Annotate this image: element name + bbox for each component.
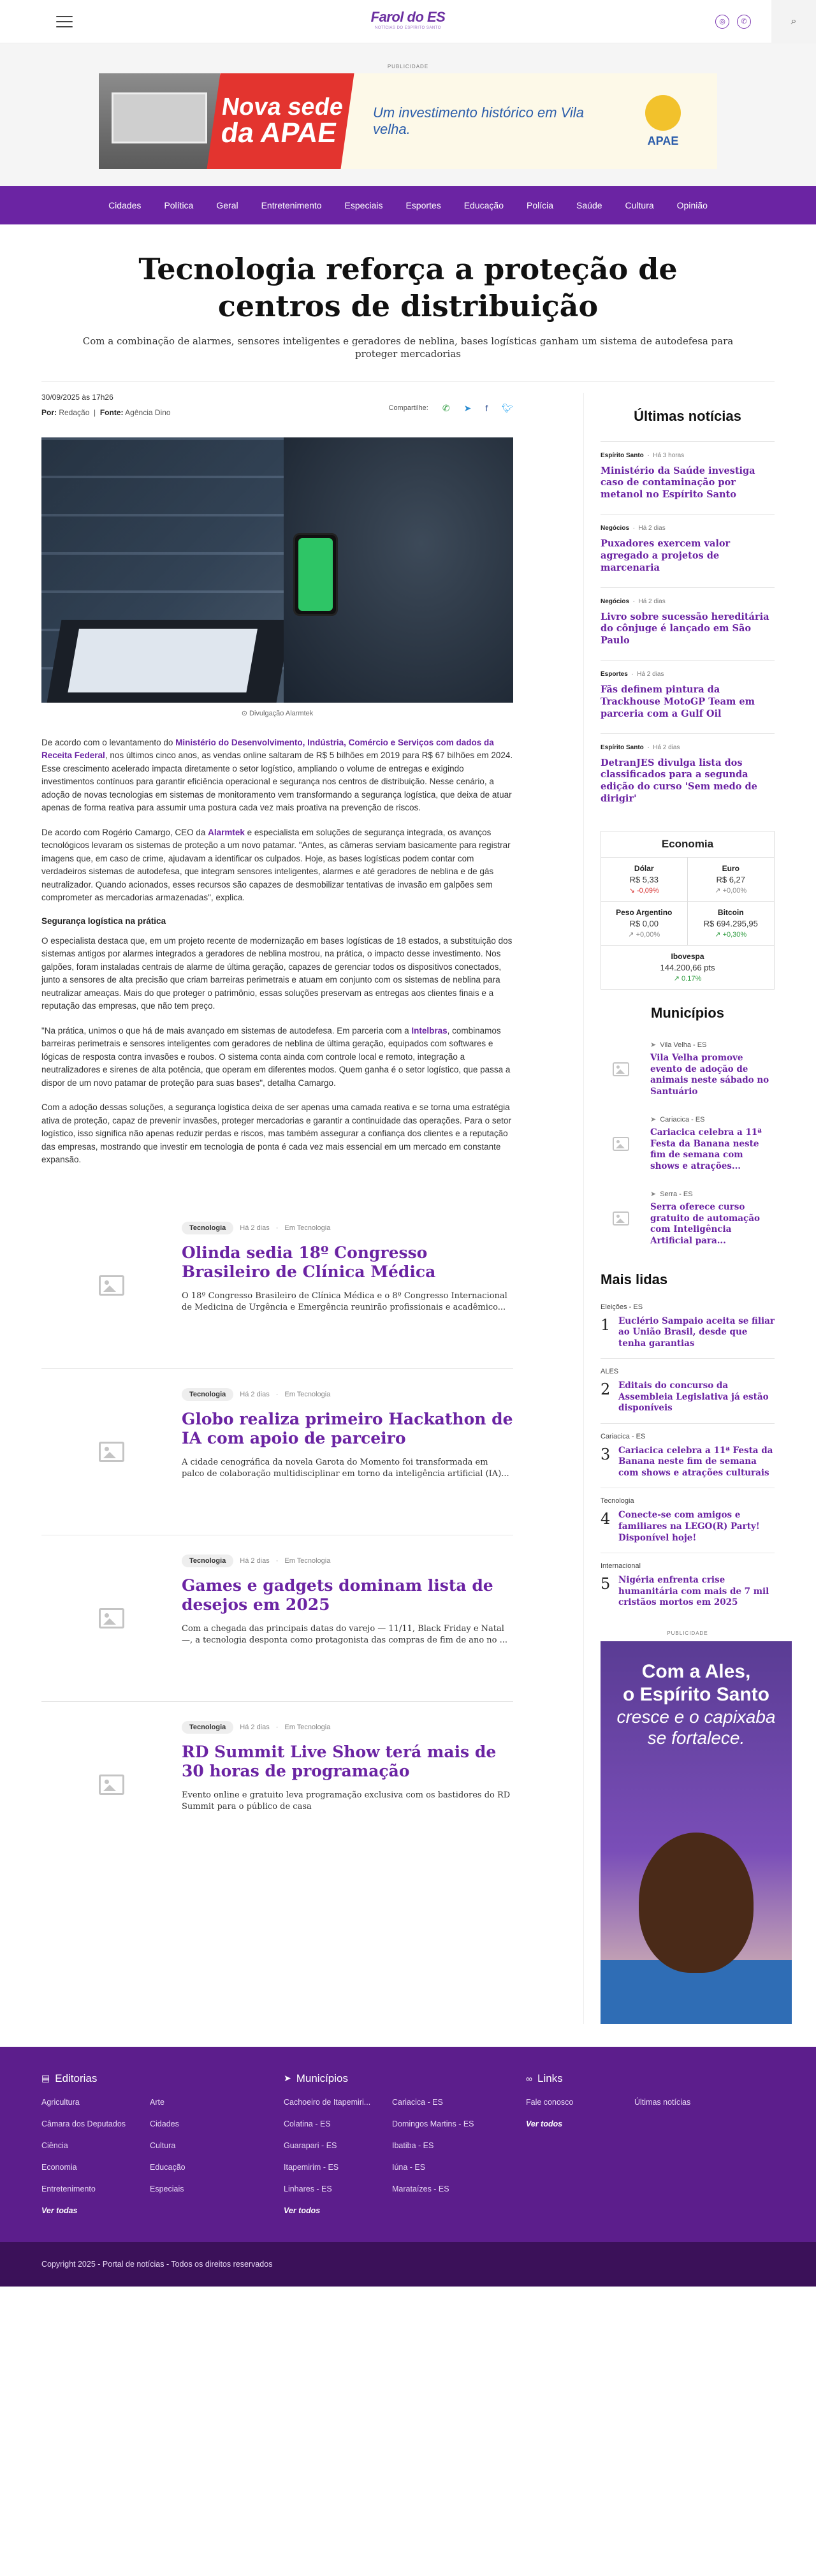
- nav-item-entretenimento[interactable]: Entretenimento: [261, 200, 322, 210]
- footer-link[interactable]: Câmara dos Deputados: [41, 2119, 126, 2128]
- ad-text: [601, 1660, 792, 1749]
- mun-title[interactable]: Vila Velha promove evento de adoção de animais neste sábado no Santuário: [650, 1053, 769, 1097]
- quote-name: Euro: [722, 864, 740, 873]
- footer-municipios: [284, 2072, 526, 2215]
- p2-text-b: e especialista em soluções de segurança integrada, os avanços tecnológicos levaram os sistemas de proteção a um novo patamar. "Antes, as câmeras serviam basicamente para registrar imagens que, em caso de crime, ajudavam a identificar os culpados. Hoje, as bases logísticas podem contar com verdadeiros sistemas de autodefesa, que integram sensores inteligentes, alarmes e até geradores de neblina e de gás neutralizador. Quando acionados, esses recursos são capazes de desmobilizar tentativas de invasão em galpões sem comprometer as mercadorias armazenadas", explica.: [41, 827, 511, 903]
- related-excerpt: A cidade cenográfica da novela Garota do Momento foi transformada em palco de colaboração multidisciplinar em torno da inteligência artificial (IA)...: [182, 1457, 509, 1479]
- list-item[interactable]: [601, 1294, 775, 1359]
- related-articles: [41, 1203, 513, 1868]
- ad-line-4: se fortalece.: [647, 1728, 745, 1748]
- location-icon: ➤: [650, 1041, 657, 1049]
- footer-link[interactable]: Educação: [150, 2162, 186, 2172]
- source-label: Fonte:: [99, 407, 124, 417]
- article-column: [41, 393, 513, 2024]
- rank-number: 5: [601, 1575, 611, 1593]
- quote-dolar: [601, 858, 688, 902]
- article-date: 30/09/2025 às 17h26: [41, 392, 113, 402]
- time-label: Há 2 dias: [240, 1556, 270, 1565]
- quote-peso: [601, 902, 688, 946]
- news-title[interactable]: Ministério da Saúde investiga caso de contaminação por metanol no Espírito Santo: [601, 465, 755, 501]
- related-excerpt: Evento online e gratuito leva programação exclusiva com os bastidores do RD Summit para o público de casa: [182, 1790, 511, 1812]
- municipalities-widget: [601, 1005, 775, 1256]
- news-category: Esportes: [601, 671, 628, 678]
- list-item[interactable]: Negócios · Há 2 dias Livro sobre sucessão hereditária do cônjuge é lançado em São Paulo: [601, 588, 775, 661]
- footer-editorias: [41, 2072, 284, 2215]
- tag-badge[interactable]: Tecnologia: [182, 1388, 233, 1401]
- nav-item-educacao[interactable]: Educação: [463, 200, 504, 210]
- list-item[interactable]: [601, 1488, 775, 1553]
- most-title[interactable]: Editais do concurso da Assembleia Legislativa já estão disponíveis: [618, 1380, 769, 1414]
- ad-line-1: Com a Ales,: [641, 1660, 751, 1682]
- tag-badge[interactable]: Tecnologia: [182, 1222, 233, 1234]
- ad-building-facade: [112, 92, 207, 143]
- page-title: Tecnologia reforça a proteção de centros de distribuição: [138, 252, 678, 323]
- footer-link[interactable]: Fale conosco: [526, 2097, 574, 2107]
- footer-link[interactable]: Últimas notícias: [634, 2097, 691, 2107]
- link-ministerio[interactable]: Ministério do Desenvolvimento, Indústria, Comércio e Serviços com dados da Receita Federal: [41, 737, 494, 761]
- most-title[interactable]: Euclério Sampaio aceita se filiar ao União Brasil, desde que tenha garantias: [618, 1315, 775, 1349]
- see-all-link[interactable]: Ver todos: [526, 2119, 563, 2128]
- footer-link[interactable]: Especiais: [150, 2184, 184, 2193]
- copyright: Copyright 2025 - Portal de notícias - Todos os direitos reservados: [41, 2259, 273, 2269]
- nav-item-esportes[interactable]: Esportes: [405, 200, 441, 210]
- latest-news-title: Últimas notícias: [634, 407, 741, 424]
- quote-change: ↗ +0,30%: [715, 931, 747, 939]
- news-category: Negócios: [601, 525, 630, 532]
- news-time: Há 2 dias: [638, 525, 666, 532]
- quote-bitcoin: [688, 902, 775, 946]
- rank-number: 4: [601, 1510, 611, 1528]
- phone-image: [293, 533, 338, 616]
- footer-link[interactable]: Entretenimento: [41, 2184, 96, 2193]
- article-hero-image: [41, 437, 513, 703]
- footer-link[interactable]: Guarapari - ES: [284, 2141, 337, 2150]
- p4-text-a: "Na prática, unimos o que há de mais avançado em sistemas de autodefesa. Em parceria com a: [41, 1025, 412, 1036]
- caption-text: Divulgação Alarmtek: [249, 709, 314, 717]
- ad-brand: [609, 95, 717, 148]
- rank-number: 2: [601, 1380, 611, 1399]
- news-title[interactable]: Puxadores exercem valor agregado a projetos de marcenaria: [601, 538, 731, 573]
- quote-value: R$ 694.295,95: [703, 919, 758, 928]
- footer-link[interactable]: Cidades: [150, 2119, 179, 2128]
- quote-euro: [688, 858, 775, 902]
- image-placeholder-icon: [601, 1211, 641, 1226]
- image-placeholder-icon: [601, 1137, 641, 1151]
- section-label: Em Tecnologia: [284, 1224, 331, 1232]
- news-category: Espírito Santo: [601, 451, 644, 459]
- sidebar-ad-banner[interactable]: [601, 1641, 792, 2024]
- instagram-icon[interactable]: ◎: [715, 15, 729, 29]
- news-category: Negócios: [601, 597, 630, 605]
- quote-value: R$ 5,33: [629, 875, 659, 884]
- related-title[interactable]: RD Summit Live Show terá mais de 30 horas de programação: [182, 1742, 497, 1780]
- see-all-link[interactable]: Ver todos: [284, 2206, 321, 2215]
- source-name: Agência Dino: [125, 407, 171, 417]
- image-placeholder-icon: [41, 1388, 182, 1516]
- twitter-share-icon[interactable]: 🐦︎: [502, 402, 513, 413]
- see-all-link[interactable]: Ver todas: [41, 2206, 78, 2215]
- economy-widget: [601, 831, 775, 990]
- section-heading: Segurança logística na prática: [41, 916, 166, 926]
- share-label: Compartilhe:: [388, 404, 428, 412]
- time-label: Há 2 dias: [240, 1723, 270, 1731]
- nav-item-politica[interactable]: Política: [164, 200, 194, 210]
- ad-brand-name: APAE: [647, 134, 679, 147]
- section-label: Em Tecnologia: [284, 1556, 331, 1565]
- site-logo[interactable]: [371, 9, 446, 30]
- list-item[interactable]: [601, 1359, 775, 1424]
- city-label: Serra - ES: [660, 1190, 693, 1199]
- list-item[interactable]: Negócios · Há 2 dias Puxadores exercem valor agregado a projetos de marcenaria: [601, 515, 775, 588]
- image-placeholder-icon: [41, 1555, 182, 1682]
- newspaper-icon: ▤: [41, 2073, 50, 2084]
- footer-link[interactable]: Domingos Martins - ES: [392, 2119, 474, 2128]
- quote-change: ↗ +0,00%: [628, 931, 660, 939]
- footer-link[interactable]: Iúna - ES: [392, 2162, 426, 2172]
- nav-item-cidades[interactable]: Cidades: [108, 200, 142, 210]
- menu-icon[interactable]: [56, 16, 73, 27]
- most-title[interactable]: Cariacica celebra a 11ª Festa da Banana neste fim de semana com shows e atrações culturais: [618, 1445, 773, 1478]
- nav-item-cultura[interactable]: Cultura: [625, 200, 654, 210]
- article-subtitle: Com a combinação de alarmes, sensores inteligentes e geradores de neblina, bases logísticas ganham um sistema de autodefesa para proteger mercadorias: [82, 335, 734, 360]
- p2-text-a: De acordo com Rogério Camargo, CEO da: [41, 827, 208, 837]
- news-time: Há 2 dias: [638, 597, 666, 605]
- list-item[interactable]: Tecnologia Há 2 dias · Em Tecnologia RD Summit Live Show terá mais de 30 horas de programação Evento online e gratuito leva programação exclusiva com os bastidores do RD Summit para o público de casa: [41, 1702, 513, 1868]
- news-category: Espírito Santo: [601, 743, 644, 751]
- most-category: Internacional: [601, 1562, 641, 1570]
- footer-link[interactable]: Economia: [41, 2162, 77, 2172]
- paragraph-1: [41, 736, 513, 815]
- ad-message: Um investimento histórico em Vila velha.: [373, 104, 584, 137]
- footer-bottom: [0, 2242, 816, 2287]
- ad-label: PUBLICIDADE: [667, 1630, 708, 1636]
- logo-tagline: NOTÍCIAS DO ESPÍRITO SANTO: [375, 26, 441, 30]
- municipalities-title: Municípios: [651, 1005, 724, 1021]
- sidebar: [583, 393, 775, 2024]
- mun-title[interactable]: Serra oferece curso gratuito de automação com Inteligência Artificial para...: [650, 1202, 760, 1247]
- most-title[interactable]: Conecte-se com amigos e familiares na LEGO(R) Party! Disponível hoje!: [618, 1510, 760, 1543]
- nav-item-geral[interactable]: Geral: [216, 200, 238, 210]
- list-item[interactable]: Tecnologia Há 2 dias · Em Tecnologia Games e gadgets dominam lista de desejos em 2025 Com a chegada das principais datas do varejo — 11/11, Black Friday e Natal —, a tecnologia desponta como protagonista das compras de fim de ano no ...: [41, 1535, 513, 1702]
- quote-change: ↘ -0,09%: [629, 887, 659, 895]
- news-time: Há 3 horas: [653, 451, 685, 459]
- list-item[interactable]: [601, 1032, 775, 1106]
- list-item[interactable]: [601, 1553, 775, 1618]
- article-body: [41, 736, 513, 1167]
- footer-link[interactable]: Cachoeiro de Itapemiri...: [284, 2097, 371, 2107]
- footer-link[interactable]: Cultura: [150, 2141, 176, 2150]
- byline-label: Por:: [41, 407, 57, 417]
- image-caption: [41, 709, 513, 717]
- footer-link[interactable]: Cariacica - ES: [392, 2097, 443, 2107]
- list-item[interactable]: Tecnologia Há 2 dias · Em Tecnologia Globo realiza primeiro Hackathon de IA com apoio de parceiro A cidade cenográfica da novela Garota do Momento foi transformada em palco de colaboração multidisciplinar em torno da inteligência artificial (IA)...: [41, 1369, 513, 1535]
- time-label: Há 2 dias: [240, 1390, 270, 1398]
- news-time: Há 2 dias: [637, 671, 664, 678]
- quote-ibovespa: [601, 946, 774, 989]
- list-item[interactable]: Esportes · Há 2 dias Fãs definem pintura da Trackhouse MotoGP Team em parceria com a Gulf Oil: [601, 661, 775, 734]
- p1-text-b: , nos últimos cinco anos, as vendas online saltaram de R$ 5 bilhões em 2019 para R$ 67 bilhões em 2024. Esse crescimento acelerado impacta diretamente o setor logístico, ampliando o volume de entregas e exigindo investimentos contínuos para garantir eficiência operacional e segurança nos centros de distribuição. Nesse cenário, a adoção de novas tecnologias em sistemas de monitoramento vem transformando a segurança logística, que deixa de atuar apenas de forma reativa para assumir uma postura cada vez mais proativa na prevenção de riscos.: [41, 750, 513, 813]
- top-ad-area: [0, 43, 816, 186]
- link-icon: ∞: [526, 2073, 532, 2084]
- ad-person-image: [639, 1833, 754, 1973]
- footer-link[interactable]: Colatina - ES: [284, 2119, 331, 2128]
- location-icon: ➤: [284, 2073, 291, 2084]
- paragraph-5: Com a adoção dessas soluções, a segurança logística deixa de ser apenas uma camada reativa e se torna uma estratégia ativa de proteção, capaz de prevenir invasões, proteger mercadorias e garantir a continuidade das operações. Para o setor logístico, isso significa não apenas reduzir perdas e riscos, mas também assegurar a confiança dos clientes e a reputação das empresas, mostrando que investir em tecnologia de ponta é cada vez mais essencial em um mercado em constante expansão.: [41, 1102, 511, 1165]
- footer-link[interactable]: Ciência: [41, 2141, 68, 2150]
- ad-headline-line2: da APAE: [219, 117, 339, 149]
- quote-change: ↗ +0,00%: [715, 887, 747, 895]
- most-read-title: Mais lidas: [601, 1271, 668, 1287]
- location-icon: ➤: [650, 1116, 657, 1124]
- section-label: Em Tecnologia: [284, 1723, 331, 1731]
- list-item[interactable]: [601, 1181, 775, 1255]
- city-label: Cariacica - ES: [660, 1116, 705, 1124]
- image-placeholder-icon: [41, 1222, 182, 1349]
- news-title[interactable]: Livro sobre sucessão hereditária do cônjuge é lançado em São Paulo: [601, 611, 769, 647]
- paragraph-4: [41, 1025, 513, 1090]
- related-excerpt: O 18º Congresso Brasileiro de Clínica Médica e o 8º Congresso Internacional de Medicina de Urgência e Emergência reunirão profissionais e acadêmico...: [182, 1291, 507, 1313]
- related-excerpt: Com a chegada das principais datas do varejo — 11/11, Black Friday e Natal —, a tecnologia desponta como protagonista das compras de fim de ano no ...: [182, 1623, 508, 1646]
- most-category: Eleições - ES: [601, 1303, 643, 1311]
- footer-col-title: Links: [537, 2072, 563, 2084]
- most-category: Cariacica - ES: [601, 1432, 646, 1440]
- list-item[interactable]: Espírito Santo · Há 2 dias DetranJES divulga lista dos classificados para a segunda edição do curso 'Sem medo de dirigir': [601, 734, 775, 818]
- apae-logo-icon: [645, 95, 681, 131]
- whatsapp-share-icon[interactable]: ✆: [442, 402, 450, 413]
- footer-col-title: Municípios: [296, 2072, 348, 2084]
- logo-name: Farol do ES: [370, 9, 446, 25]
- telegram-share-icon[interactable]: ➤: [463, 402, 472, 413]
- ad-label: PUBLICIDADE: [387, 64, 429, 70]
- search-icon[interactable]: ⌕: [771, 0, 816, 43]
- list-item[interactable]: [601, 1424, 775, 1489]
- related-title[interactable]: Games e gadgets dominam lista de desejos em 2025: [182, 1576, 493, 1614]
- rank-number: 1: [601, 1315, 611, 1334]
- main-nav: [0, 186, 816, 224]
- tag-badge[interactable]: Tecnologia: [182, 1555, 233, 1567]
- quote-value: 144.200,66 pts: [660, 963, 715, 972]
- laptop-image: [47, 620, 291, 703]
- link-intelbras[interactable]: Intelbras: [411, 1025, 448, 1036]
- quote-name: Ibovespa: [671, 952, 704, 961]
- link-alarmtek[interactable]: Alarmtek: [208, 827, 245, 837]
- quote-name: Peso Argentino: [616, 908, 673, 917]
- p1-text-a: De acordo com o levantamento do: [41, 737, 176, 747]
- tag-badge[interactable]: Tecnologia: [182, 1721, 233, 1734]
- article-byline: Por: Redação | Fonte: Agência Dino: [41, 407, 171, 417]
- camera-icon: ⊙: [241, 709, 247, 717]
- list-item[interactable]: Tecnologia Há 2 dias · Em Tecnologia Olinda sedia 18º Congresso Brasileiro de Clínica Médica O 18º Congresso Brasileiro de Clínica Médica e o 8º Congresso Internacional de Medicina de Urgência e Emergência reunirão profissionais e acadêmico...: [41, 1203, 513, 1369]
- byline-author: Redação: [59, 407, 90, 417]
- article-header: [0, 224, 816, 361]
- p4-text-b: , combinamos barreiras perimetrais e sensores inteligentes com geradores de neblina de última geração, equipados com softwares e lógicas de resposta contra invasões e roubos. O sistema conta ainda com controle local e remoto, integração a neutralizadores e sirenes de alta potência, que operam em diferentes modos. Quem ganha é o setor logístico, que passa a dispor de um novo patamar de proteção para suas bases", detalha Camargo.: [41, 1025, 511, 1088]
- footer: [0, 2047, 816, 2242]
- footer-link[interactable]: Marataízes - ES: [392, 2184, 449, 2193]
- quote-value: R$ 0,00: [629, 919, 659, 928]
- paragraph-3: O especialista destaca que, em um projeto recente de modernização em bases logísticas de 18 estados, a substituição dos sistemas antigos por alarmes integrados a geradores de neblina mostrou, na prática, o impacto desse investimento. Nos galpões, foram instaladas centrais de alarme de última geração, capazes de gerenciar todos os dispositivos conectados, junto a sensores de alta precisão que criam barreiras perimetrais e atuam em conjunto com os sistemas de neblina para neutralizar ameaças. Mais do que proteger o patrimônio, essas soluções preservam as entregas aos clientes finais e a reputação das empresas, que não tem preço.: [41, 935, 513, 1011]
- footer-col-title: Editorias: [55, 2072, 98, 2084]
- section-label: Em Tecnologia: [284, 1390, 331, 1398]
- top-bar: [0, 0, 816, 43]
- image-placeholder-icon: [41, 1721, 182, 1848]
- mun-title[interactable]: Cariacica celebra a 11ª Festa da Banana neste fim de semana com shows e atrações...: [650, 1127, 762, 1171]
- image-placeholder-icon: [601, 1062, 641, 1076]
- nav-item-especiais[interactable]: Especiais: [344, 200, 383, 210]
- time-label: Há 2 dias: [240, 1224, 270, 1232]
- list-item[interactable]: Espírito Santo · Há 3 horas Ministério da Saúde investiga caso de contaminação por metanol no Espírito Santo: [601, 441, 775, 515]
- article-meta: [41, 393, 513, 417]
- footer-link[interactable]: Arte: [150, 2097, 164, 2107]
- main-content: [41, 393, 775, 2024]
- news-title[interactable]: Fãs definem pintura da Trackhouse MotoGP Team em parceria com a Gulf Oil: [601, 684, 755, 719]
- quote-name: Dólar: [634, 864, 654, 873]
- ad-line-3: cresce e o capixaba: [616, 1706, 776, 1727]
- most-read-widget: [601, 1271, 775, 1618]
- related-title[interactable]: Olinda sedia 18º Congresso Brasileiro de Clínica Médica: [182, 1243, 436, 1281]
- ad-headline: [207, 73, 354, 169]
- footer-link[interactable]: Itapemirim - ES: [284, 2162, 339, 2172]
- related-title[interactable]: Globo realiza primeiro Hackathon de IA com apoio de parceiro: [182, 1409, 513, 1447]
- quote-change: ↗ 0.17%: [673, 975, 702, 983]
- paragraph-2: [41, 826, 513, 905]
- nav-item-opiniao[interactable]: Opinião: [676, 200, 708, 210]
- footer-links: [526, 2072, 768, 2215]
- sidebar-ad: [601, 1630, 775, 2024]
- top-ad-banner[interactable]: [99, 73, 717, 169]
- footer-link[interactable]: Ibatiba - ES: [392, 2141, 434, 2150]
- facebook-share-icon[interactable]: f: [485, 403, 488, 413]
- quote-value: R$ 6,27: [716, 875, 746, 884]
- nav-item-policia[interactable]: Polícia: [527, 200, 554, 210]
- ad-headline-line1: Nova sede: [220, 94, 346, 121]
- most-category: Tecnologia: [601, 1497, 634, 1505]
- nav-item-saude[interactable]: Saúde: [576, 200, 602, 210]
- footer-link[interactable]: Linhares - ES: [284, 2184, 332, 2193]
- list-item[interactable]: [601, 1106, 775, 1181]
- most-title[interactable]: Nigéria enfrenta crise humanitária com mais de 7 mil cristãos mortos em 2025: [618, 1575, 769, 1608]
- quote-name: Bitcoin: [717, 908, 744, 917]
- news-title[interactable]: DetranJES divulga lista dos classificados para a segunda edição do curso 'Sem medo de dirigir': [601, 757, 757, 805]
- footer-link[interactable]: Agricultura: [41, 2097, 80, 2107]
- most-category: ALES: [601, 1368, 619, 1376]
- ad-line-2: o Espírito Santo: [622, 1683, 769, 1705]
- share-bar: [389, 403, 514, 414]
- location-icon: ➤: [650, 1190, 657, 1199]
- whatsapp-icon[interactable]: ✆: [737, 15, 751, 29]
- city-label: Vila Velha - ES: [660, 1041, 707, 1049]
- news-time: Há 2 dias: [653, 743, 680, 751]
- economy-title: Economia: [601, 831, 774, 858]
- rank-number: 3: [601, 1445, 611, 1463]
